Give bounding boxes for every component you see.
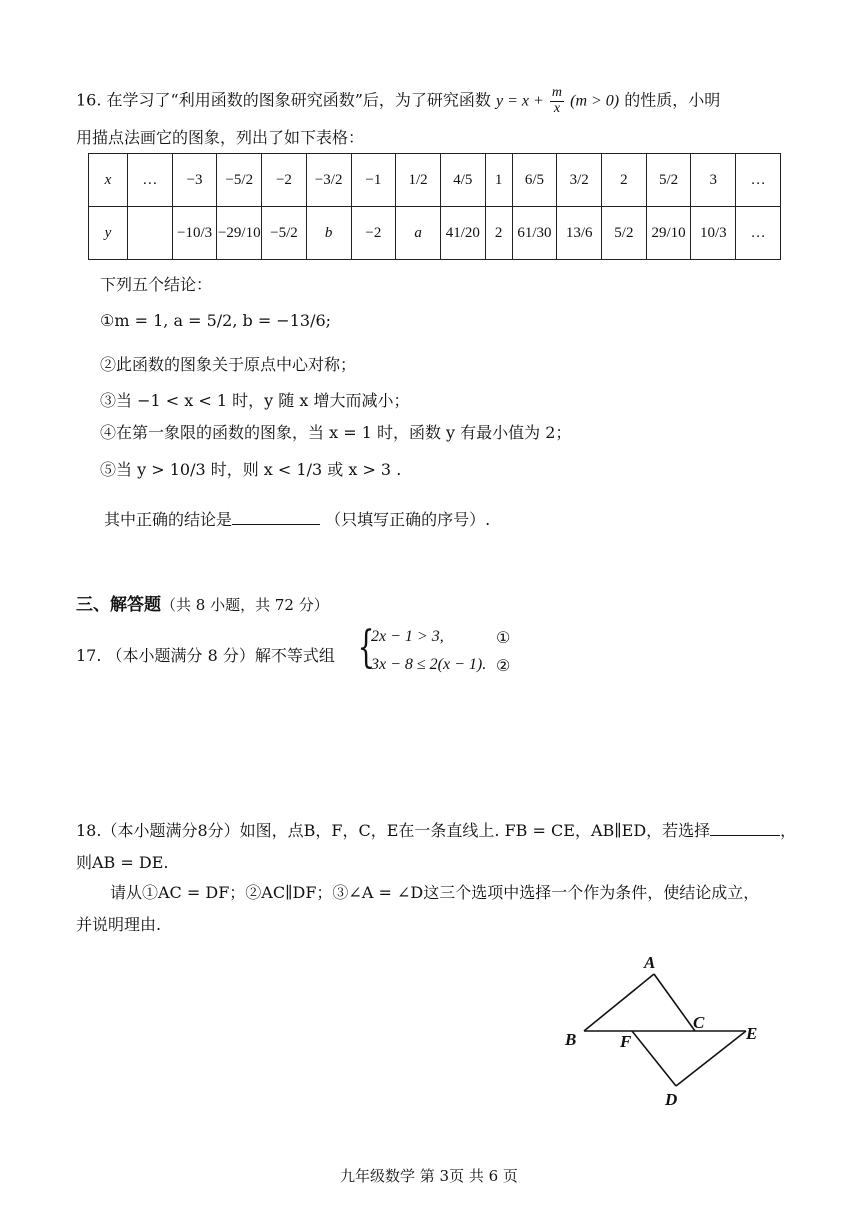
q16-intro-prefix: 16. 在学习了“利用函数的图象研究函数”后，为了研究函数 — [76, 90, 491, 110]
q16-func-fraction: $\frac{m}{x}$ — [551, 85, 563, 116]
table-cell: 1 — [485, 154, 512, 207]
table-cell: −1 — [351, 154, 396, 207]
q18-line4: 并说明理由. — [76, 915, 162, 934]
table-cell: 10/3 — [691, 207, 736, 260]
brace-icon: { — [357, 622, 375, 673]
table-cell: b — [306, 207, 351, 260]
table-cell: −5/2 — [217, 154, 262, 207]
q18-line1 — [76, 818, 796, 841]
q18-line2: 则AB = DE. — [76, 853, 169, 872]
q18-line1-suffix: ， — [780, 821, 797, 840]
section-heading — [76, 590, 329, 615]
label-E: E — [746, 1024, 758, 1043]
table-cell: 5/2 — [602, 207, 647, 260]
label-B: B — [565, 1030, 577, 1049]
table-cell: x — [89, 154, 128, 207]
segment-AB — [584, 974, 654, 1031]
table-row-x — [89, 154, 781, 207]
table-cell: 3 — [691, 154, 736, 207]
q16-value-table — [88, 153, 781, 260]
q16-intro-suffix: 的性质，小明 — [624, 90, 721, 110]
table-cell: a — [396, 207, 441, 260]
table-cell: −3 — [172, 154, 217, 207]
table-row-y — [89, 207, 781, 260]
geometry-figure — [560, 950, 770, 1110]
segment-ED — [676, 1031, 746, 1086]
segment-FD — [632, 1031, 676, 1086]
table-cell: 61/30 — [512, 207, 557, 260]
q16-func-cond: (m > 0) — [570, 92, 620, 110]
table-cell: −2 — [262, 154, 307, 207]
table-cell: −3/2 — [306, 154, 351, 207]
q16-line1 — [76, 86, 720, 116]
q16-func-left: y = x + — [496, 92, 544, 110]
table-cell: 29/10 — [646, 207, 691, 260]
table-cell: 13/6 — [557, 207, 602, 260]
section-note: （共 8 小题，共 72 分） — [161, 596, 329, 614]
table-cell: −29/10 — [217, 207, 262, 260]
table-cell: … — [128, 154, 173, 207]
q17-inequality-2: 3x − 8 ≤ 2(x − 1). — [371, 656, 487, 673]
q16-conclusions-intro: 下列五个结论： — [100, 275, 213, 294]
table-cell: 5/2 — [646, 154, 691, 207]
q17-mark-1: ① — [496, 628, 511, 647]
q16-ask — [104, 507, 490, 530]
table-cell: −10/3 — [172, 207, 217, 260]
q16-conclusion-2: ②此函数的图象关于原点中心对称； — [100, 355, 357, 374]
table-cell: −2 — [351, 207, 396, 260]
q18-line3: 请从①AC = DF；②AC∥DF；③∠A = ∠D这三个选项中选择一个作为条件，使结论成立， — [110, 883, 760, 902]
q16-ask-suffix: （只填写正确的序号）. — [325, 510, 491, 529]
q16-line2: 用描点法画它的图象，列出了如下表格： — [76, 128, 365, 147]
q17-mark-2: ② — [496, 656, 511, 675]
table-cell: 4/5 — [440, 154, 485, 207]
table-cell: 2 — [602, 154, 647, 207]
q16-conclusion-5: ⑤当 y > 10/3 时，则 x < 1/3 或 x > 3 . — [100, 460, 402, 479]
table-cell: … — [736, 207, 781, 260]
q18-line1-prefix: 18.（本小题满分8分）如图，点B，F，C，E在一条直线上. FB = CE，AB∥ED，若选择 — [76, 821, 711, 840]
table-cell: 41/20 — [440, 207, 485, 260]
q16-conclusion-1: ①m = 1, a = 5/2, b = −13/6; — [100, 311, 332, 330]
table-cell: −5/2 — [262, 207, 307, 260]
label-F: F — [620, 1032, 632, 1051]
table-cell: 1/2 — [396, 154, 441, 207]
label-D: D — [665, 1090, 678, 1109]
answer-blank[interactable] — [232, 510, 320, 525]
label-A: A — [644, 953, 656, 972]
q17-inequality-1: 2x − 1 > 3, — [371, 628, 444, 645]
q17-prefix: 17. （本小题满分 8 分）解不等式组 — [76, 646, 335, 665]
label-C: C — [693, 1013, 705, 1032]
table-cell: 3/2 — [557, 154, 602, 207]
table-cell: … — [736, 154, 781, 207]
table-cell: 6/5 — [512, 154, 557, 207]
segment-AC — [654, 974, 695, 1031]
table-cell: y — [89, 207, 128, 260]
table-cell: 2 — [485, 207, 512, 260]
answer-blank[interactable] — [710, 821, 780, 836]
page-footer: 九年级数学 第 3页 共 6 页 — [340, 1167, 518, 1185]
q16-conclusion-4: ④在第一象限的函数的图象，当 x = 1 时，函数 y 有最小值为 2； — [100, 423, 572, 442]
q16-ask-prefix: 其中正确的结论是 — [104, 510, 233, 529]
section-title: 三、解答题 — [76, 595, 161, 615]
table-cell — [128, 207, 173, 260]
q16-conclusion-3: ③当 −1 < x < 1 时，y 随 x 增大而减小； — [100, 391, 410, 410]
